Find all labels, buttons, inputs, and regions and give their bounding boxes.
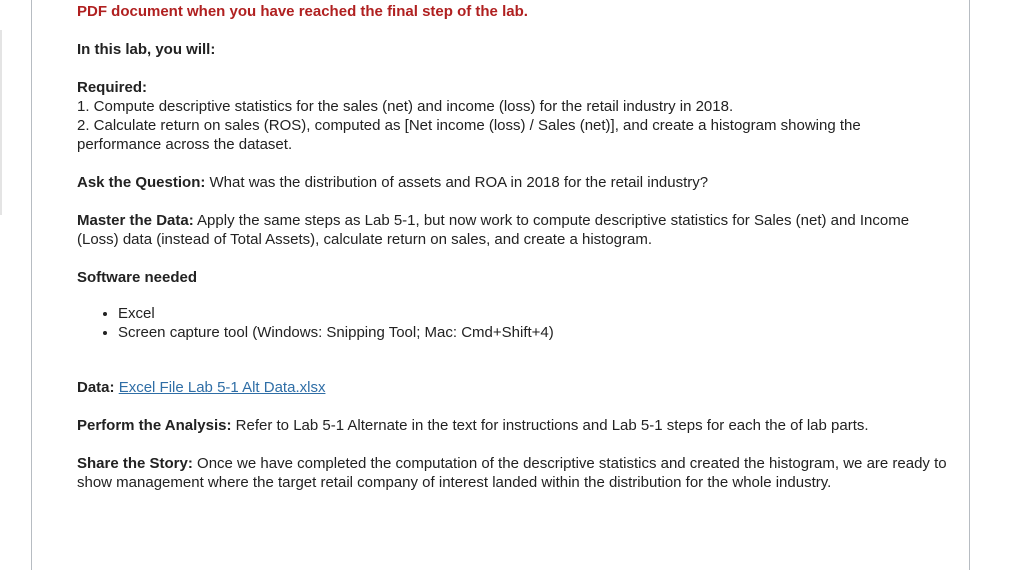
master-data-label: Master the Data: (77, 212, 194, 229)
content-frame-right-border (969, 0, 970, 570)
software-item-screen-capture: • Screen capture tool (Windows: Snipping Tool; Mac: Cmd+Shift+4) (118, 323, 947, 342)
master-data-text: Apply the same steps as Lab 5-1, but now work to compute descriptive statistics for Sales (net) and Income (Loss) data (instead of Total Assets), calculate return on sales, and create a histogram. (77, 212, 910, 248)
data-paragraph (77, 378, 947, 397)
upload-instructions (77, 0, 947, 21)
required-section (77, 78, 947, 154)
upload-instructions-line2: PDF document when you have reached the final step of the lab. (77, 3, 528, 20)
content-frame-left-border (31, 0, 32, 570)
required-heading: Required: (77, 79, 148, 96)
software-list (77, 304, 947, 342)
share-story-paragraph (77, 454, 947, 492)
ask-question-label: Ask the Question: (77, 174, 206, 191)
perform-analysis-label: Perform the Analysis: (77, 417, 232, 434)
objectives-heading: In this lab, you will: (77, 41, 216, 58)
software-item-excel: • Excel (118, 304, 947, 323)
perform-analysis-text: Refer to Lab 5-1 Alternate in the text for instructions and Lab 5-1 steps for each the of lab parts. (231, 417, 869, 434)
data-label: Data: (77, 379, 115, 396)
left-scroll-rail (0, 30, 2, 215)
lab-content (77, 0, 947, 492)
required-item-2: 2. Calculate return on sales (ROS), computed as [Net income (loss) / Sales (net)], and create a histogram showing the performance across the dataset. (77, 117, 861, 153)
share-story-label: Share the Story: (77, 455, 193, 472)
master-data-paragraph (77, 211, 947, 249)
data-file-link[interactable]: Excel File Lab 5-1 Alt Data.xlsx (118, 379, 326, 396)
required-item-1: 1. Compute descriptive statistics for the sales (net) and income (loss) for the retail industry in 2018. (77, 98, 734, 115)
software-heading: Software needed (77, 269, 198, 286)
ask-question-text: What was the distribution of assets and ROA in 2018 for the retail industry? (205, 174, 709, 191)
ask-question-paragraph (77, 173, 947, 192)
share-story-text: Once we have completed the computation of the descriptive statistics and created the histogram, we are ready to show management where the target retail company of interest landed within the distribution for the whole industry. (77, 455, 947, 491)
perform-analysis-paragraph (77, 416, 947, 435)
upload-instructions-line1 (77, 0, 864, 1)
